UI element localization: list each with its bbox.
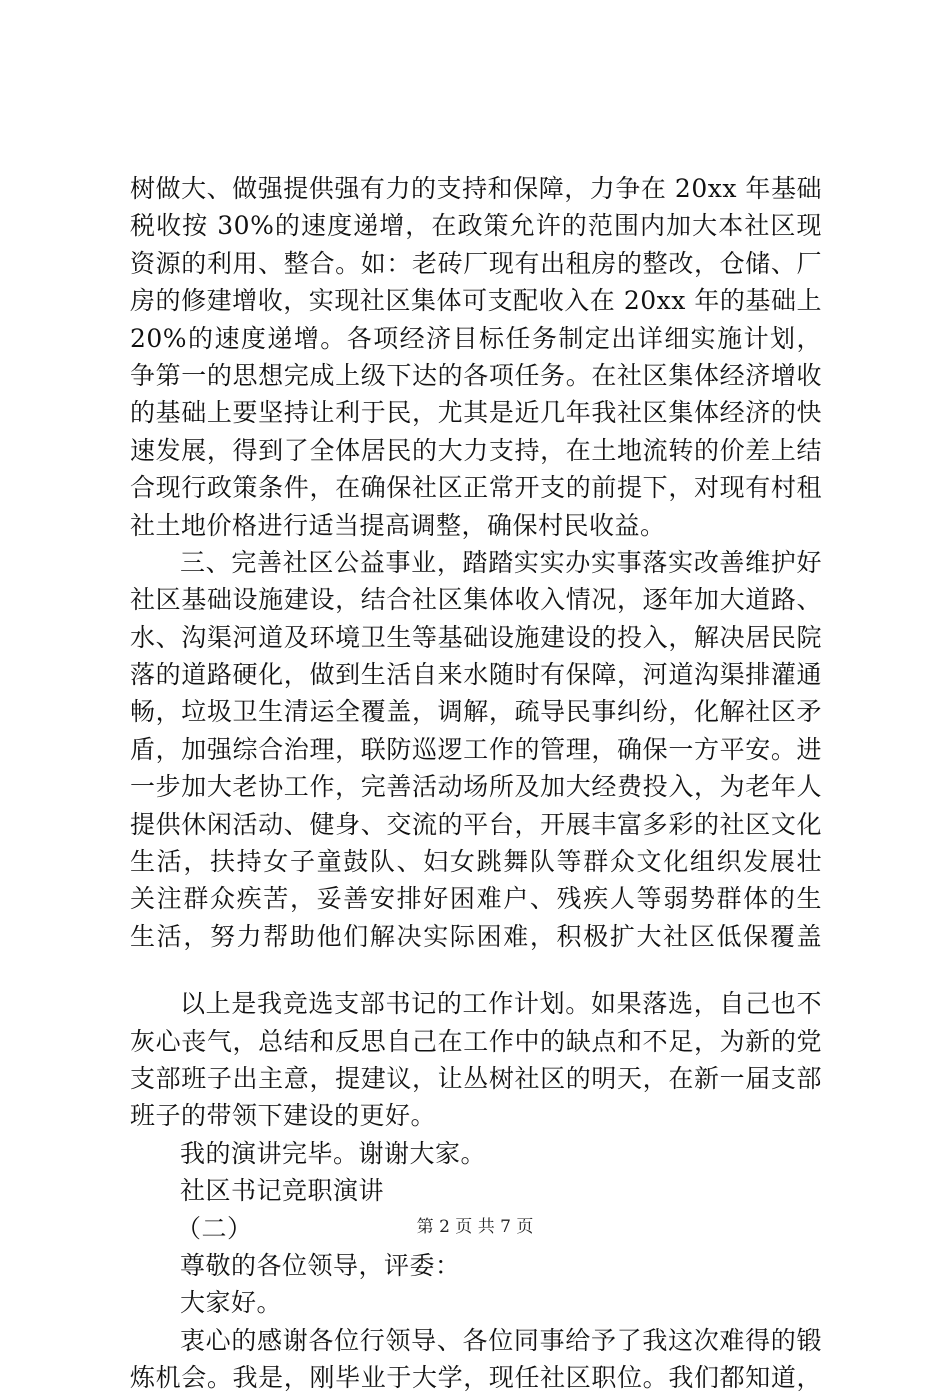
text-line: 水、沟渠河道及环境卫生等基础设施建设的投入，解决居民院: [130, 622, 822, 652]
text-line: 速发展，得到了全体居民的大力支持，在土地流转的价差上结: [130, 435, 822, 465]
page-number-label: 第 2 页 共 7 页: [416, 1217, 534, 1237]
text-line: 社区基础设施建设，结合社区集体收入情况，逐年加大道路、: [130, 585, 822, 615]
text-line: 炼机会。我是，刚毕业于大学，现任社区职位。我们都知道，: [130, 1363, 822, 1393]
text-line: 生活，扶持女子童鼓队、妇女跳舞队等群众文化组织发展壮: [130, 847, 822, 877]
text-line: 支部班子出主意，提建议，让丛树社区的明天，在新一届支部: [130, 1063, 822, 1093]
salutation-line: 尊敬的各位领导，评委：: [180, 1250, 461, 1280]
text-line: 树做大、做强提供强有力的支持和保障，力争在 20xx 年基础: [130, 174, 822, 203]
text-line: 盾，加强综合治理，联防巡逻工作的管理，确保一方平安。进: [130, 734, 822, 764]
closing-line: 我的演讲完毕。谢谢大家。: [180, 1138, 487, 1168]
text-line: 一步加大老协工作，完善活动场所及加大经费投入，为老年人: [130, 772, 822, 802]
text-line: 争第一的思想完成上级下达的各项任务。在社区集体经济增收: [130, 360, 822, 390]
text-line: 资源的利用、整合。如：老砖厂现有出租房的整改，仓储、厂: [130, 248, 822, 278]
paragraph-first-line: 以上是我竞选支部书记的工作计划。如果落选，自己也不: [180, 989, 822, 1019]
text-line: 税收按 30%的速度递增，在政策允许的范围内加大本社区现: [130, 211, 822, 241]
paragraph-gap: [130, 955, 822, 985]
text-line: 20%的速度递增。各项经济目标任务制定出详细实施计划，: [130, 323, 822, 353]
text-line: 房的修建增收，实现社区集体可支配收入在 20xx 年的基础上: [130, 286, 822, 316]
section-number: （二）: [176, 1213, 253, 1243]
text-line: 灰心丧气，总结和反思自己在工作中的缺点和不足，为新的党: [130, 1026, 822, 1056]
text-line: 关注群众疾苦，妥善安排好困难户、残疾人等弱势群体的生: [130, 884, 822, 914]
text-line: 班子的带领下建设的更好。: [130, 1101, 437, 1131]
text-line: 落的道路硬化，做到生活自来水随时有保障，河道沟渠排灌通: [130, 660, 822, 690]
greeting-line: 大家好。: [180, 1288, 283, 1318]
text-line: 畅，垃圾卫生清运全覆盖，调解，疏导民事纠纷，化解社区矛: [130, 697, 822, 727]
section-title: 社区书记竞职演讲: [180, 1176, 385, 1206]
text-line: 社土地价格进行适当提高调整，确保村民收益。: [130, 510, 666, 540]
paragraph-first-line: 三、完善社区公益事业，踏踏实实办实事落实改善维护好: [180, 547, 822, 577]
page-footer: [0, 1212, 950, 1237]
text-line: 生活，努力帮助他们解决实际困难，积极扩大社区低保覆盖: [130, 921, 822, 951]
text-line: 提供休闲活动、健身、交流的平台，开展丰富多彩的社区文化: [130, 809, 822, 839]
text-line: 合现行政策条件，在确保社区正常开支的前提下，对现有村租: [130, 473, 822, 503]
text-line: 的基础上要坚持让利于民，尤其是近几年我社区集体经济的快: [130, 398, 822, 428]
paragraph-first-line: 衷心的感谢各位行领导、各位同事给予了我这次难得的锻: [180, 1325, 822, 1355]
